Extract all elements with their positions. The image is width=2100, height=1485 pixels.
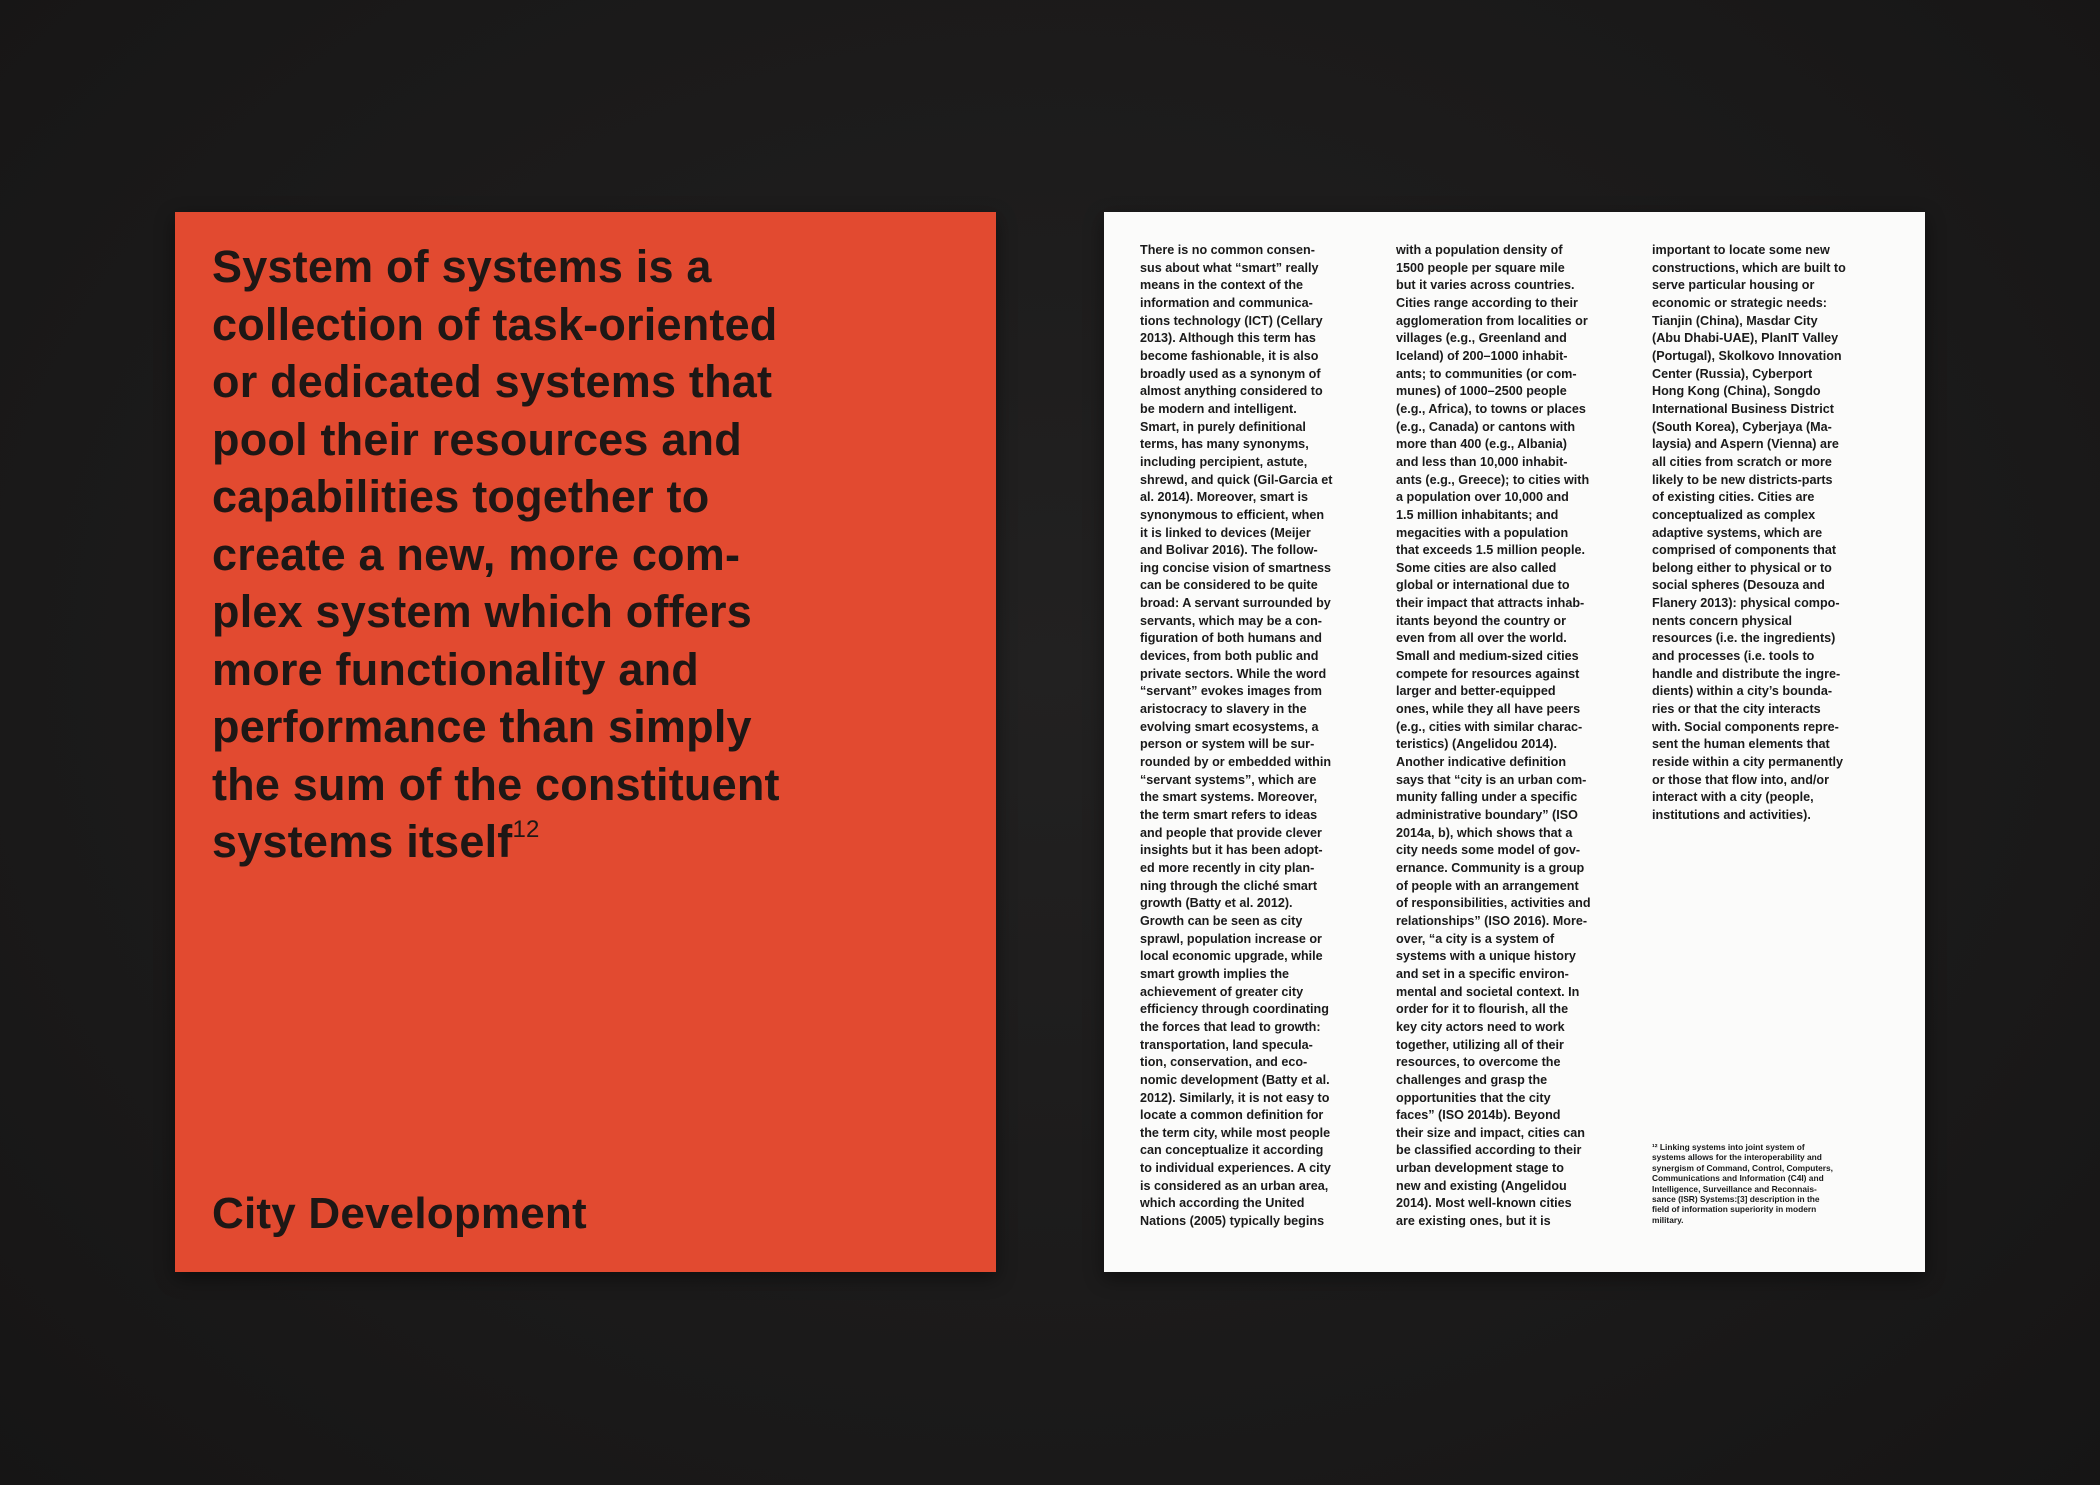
headline-quote bbox=[212, 238, 982, 871]
text-column-2: with a population density of 1500 people per square mile but it varies across countries. Cities range according to their agglomeration from localities or villages (e.g., Greenland and Iceland) of 200–1000 inhabit- ants; to communities (or com- munes) of 1000–2500 people (e.g., Africa), to towns or places (e.g., Canada) or cantons with more than 400 (e.g., Albania) and less than 10,000 inhabit- ants (e.g., Greece); to cities with a population over 10,000 and 1.5 million inhabitants; and megacities with a population that exceeds 1.5 million people. Some cities are also called global or international due to their impact that attracts inhab- itants beyond the country or even from all over the world. Small and medium-sized cities compete for resources against larger and better-equipped ones, while they all have peers (e.g., cities with similar charac- teristics) (Angelidou 2014). Another indicative definition says that “city is an urban com- munity falling under a specific administrative boundary” (ISO 2014a, b), which shows that a city needs some model of gov- ernance. Community is a group of people with an arrangement of responsibilities, activities and relationships” (ISO 2016). More- over, “a city is a system of systems with a unique history and set in a specific environ- mental and societal context. In order for it to flourish, all the key city actors need to work together, utilizing all of their resources, to overcome the challenges and grasp the opportunities that the city faces” (ISO 2014b). Beyond their size and impact, cities can be classified according to their urban development stage to new and existing (Angelidou 2014). Most well-known cities are existing ones, but it is bbox=[1396, 243, 1591, 1229]
red-poster-page bbox=[175, 212, 996, 1272]
text-column-1: There is no common consen- sus about what “smart” really means in the context of the information and communica- tions technology (ICT) (Cellary 2013). Although this term has become fashionable, it is also broadly used as a synonym of almost anything considered to be modern and intelligent. Smart, in purely definitional terms, has many synonyms, including percipient, astute, shrewd, and quick (Gil-Garcia et al. 2014). Moreover, smart is synonymous to efficient, when it is linked to devices (Meijer and Bolivar 2016). The follow- ing concise vision of smartness can be considered to be quite broad: A servant surrounded by servants, which may be a con- figuration of both humans and devices, from both public and private sectors. While the word “servant” evokes images from aristocracy to slavery in the evolving smart ecosystems, a person or system will be sur- rounded by or embedded within “servant systems”, which are the smart systems. Moreover, the term smart refers to ideas and people that provide clever insights but it has been adopt- ed more recently in city plan- ning through the cliché smart growth (Batty et al. 2012). Growth can be seen as city sprawl, population increase or local economic upgrade, while smart growth implies the achievement of greater city efficiency through coordinating the forces that lead to growth: transportation, land specula- tion, conservation, and eco- nomic development (Batty et al. 2012). Similarly, it is not easy to locate a common definition for the term city, while most people can conceptualize it according to individual experiences. A city is considered as an urban area, which according the United Nations (2005) typically begins bbox=[1140, 243, 1333, 1229]
headline-text: System of systems is a collection of task-oriented or dedicated systems that pool their resources and capabilities together to create a new, more com- plex system which offers more functionality and performance than simply the sum of the constituent systems itself bbox=[212, 241, 780, 867]
page-title: City Development bbox=[212, 1189, 587, 1238]
footnote-text: ¹² Linking systems into joint system of systems allows for the interoperability and synergism of Command, Control, Computers, Communications and Information (C4I) and Intelligence, Surveillance and Reconnais- sance (ISR) Systems:[3] description in the field of information superiority in modern military. bbox=[1652, 1142, 1834, 1225]
text-column-3: important to locate some new constructions, which are built to serve particular housing or economic or strategic needs: Tianjin (China), Masdar City (Abu Dhabi-UAE), PlanIT Valley (Portugal), Skolkovo Innovation Center (Russia), Cyberport Hong Kong (China), Songdo International Business District (South Korea), Cyberjaya (Ma- laysia) and Aspern (Vienna) are all cities from scratch or more likely to be new districts-parts of existing cities. Cities are conceptualized as complex adaptive systems, which are comprised of components that belong either to physical or to social spheres (Desouza and Flanery 2013): physical compo- nents concern physical resources (i.e. the ingredients) and processes (i.e. tools to handle and distribute the ingre- dients) within a city’s bounda- ries or that the city interacts with. Social components repre- sent the human elements that reside within a city permanently or those that flow into, and/or interact with a city (people, institutions and activities). bbox=[1652, 243, 1846, 822]
white-text-page bbox=[1104, 212, 1925, 1272]
footnote-reference: 12 bbox=[512, 816, 540, 843]
